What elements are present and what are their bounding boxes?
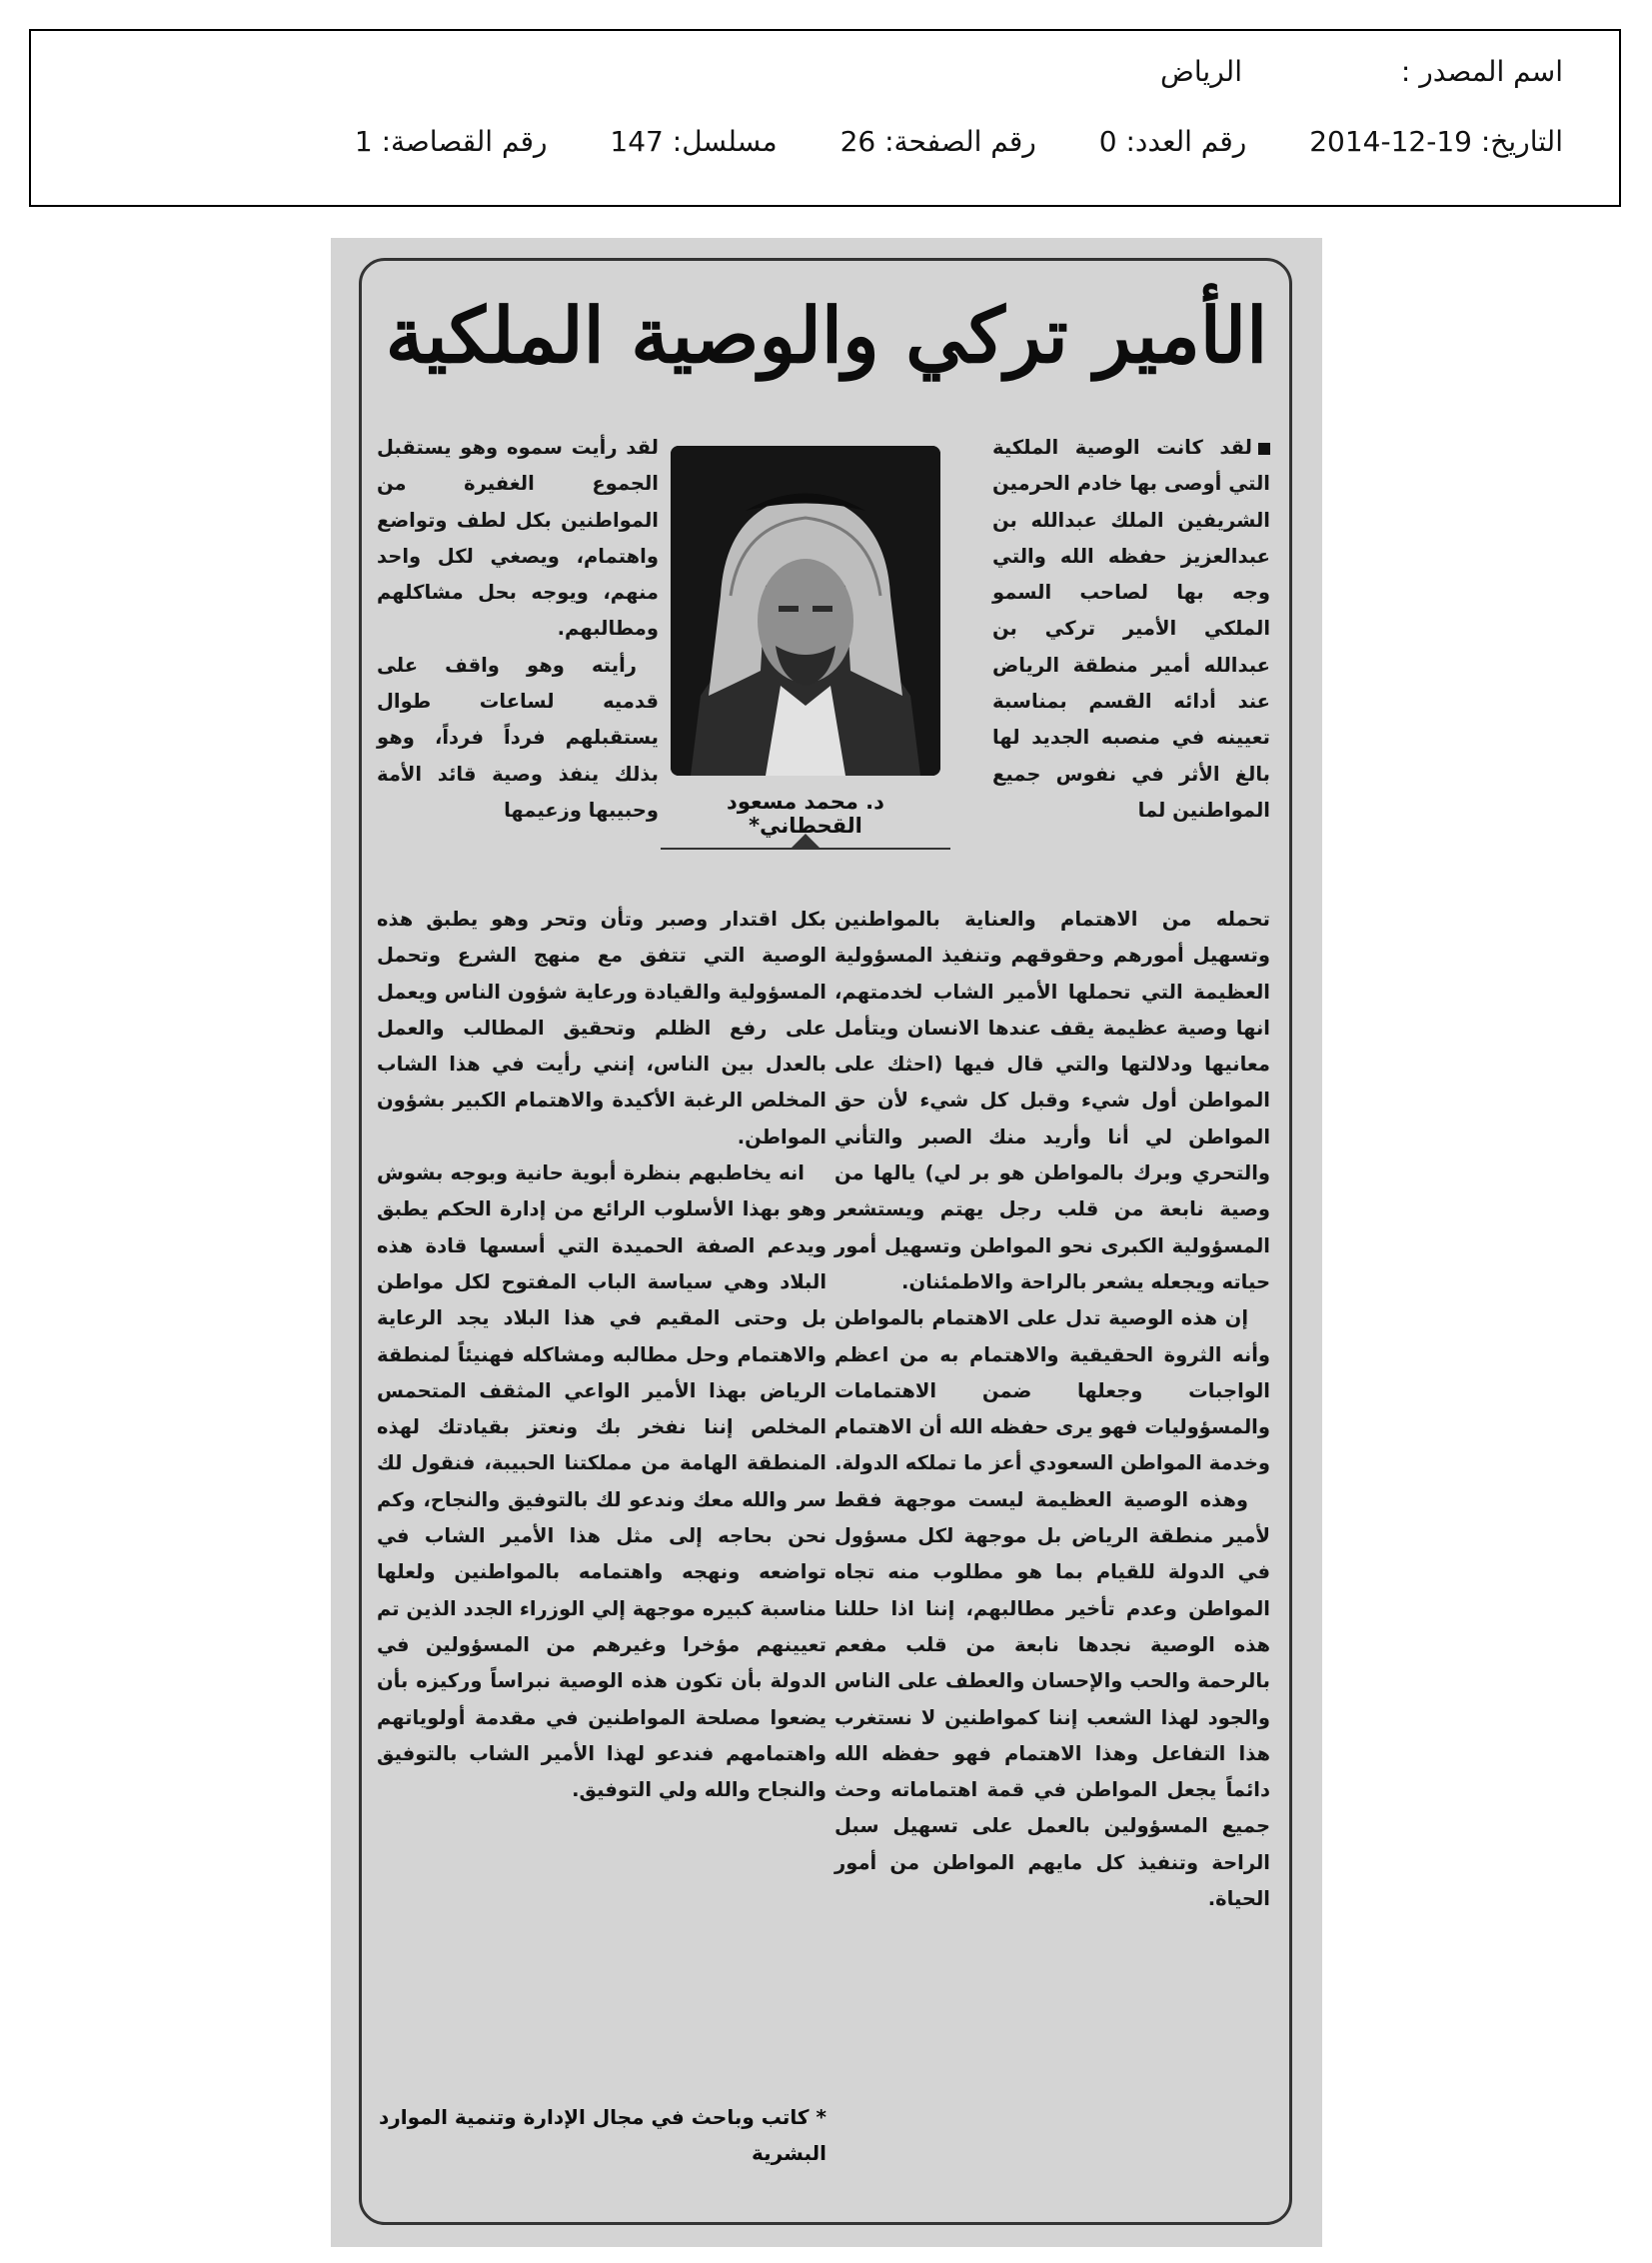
column-left-top <box>377 430 659 829</box>
bullet-square-icon <box>1258 443 1270 455</box>
page-value: 26 <box>839 125 876 158</box>
source-label: اسم المصدر : <box>1400 55 1563 88</box>
author-photo <box>671 446 940 776</box>
details-row <box>355 125 1563 158</box>
clip-label: رقم القصاصة: <box>381 125 548 158</box>
paragraph-care: تحمله من الاهتمام والعناية بالمواطنين وتسهيل أمورهم وحقوقهم وتنفيذ المسؤولية العظيمة التي تحملها الأمير الشاب لخدمتهم، انها وصية عظيمة يقف عندها الانسان ويتأمل معانيها ودلالتها والتي قال فيها (احثك على المواطن أول شيء وقبل كل شيء لأن حق المواطن لي أنا وأريد منك الصبر والتأني والتحري وبرك بالمواطن هو بر لي) يالها من وصية نابعة من قلب رجل يهتم ويستشعر المسؤولية الكبرى نحو المواطن وتسهيل أمور حياته ويجعله يشعر بالراحة والاطمئنان. <box>834 908 1270 1293</box>
page-label: رقم الصفحة: <box>884 125 1036 158</box>
paragraph-standing: رأيته وهو واقف على قدميه لساعات طوال يستقبلهم فرداً فرداً، وهو بذلك ينفذ وصية قائد الأمة وحبيبها وزعيمها <box>377 653 659 822</box>
newspaper-clipping <box>331 238 1322 2247</box>
issue-value: 0 <box>1098 125 1117 158</box>
paragraph-reception: لقد رأيت سموه وهو يستقبل الجموع الغفيرة من المواطنين بكل لطف وتواضع واهتمام، ويصغي لكل واحد منهم، ويوجه بحل مشاكلهم ومطالبهم. <box>377 436 659 641</box>
column-left-body <box>377 902 826 1808</box>
clip-metadata-box <box>29 29 1621 207</box>
author-byline: د. محمد مسعود القحطاني* <box>727 790 884 838</box>
article-headline: الأمير تركي والوصية الملكية <box>385 291 1268 380</box>
column-right-top <box>992 430 1270 829</box>
date-label: التاريخ: <box>1480 125 1563 158</box>
paragraph-justice: بكل اقتدار وصبر وتأن وتحر وهو يطبق هذه الوصية التي تتفق مع منهج الشرع وتحمل المسؤولية والقيادة ورعاية شؤون الناس ويعمل على رفع الظلم وتحقيق المطالب والعمل بالعدل بين الناس، إنني رأيت في هذا الشاب المخلص الرغبة الأكيدة والاهتمام الكبير بشؤون المواطن. <box>377 908 826 1148</box>
issue-label: رقم العدد: <box>1125 125 1247 158</box>
column-right-body <box>834 902 1270 1917</box>
serial-value: 147 <box>610 125 664 158</box>
paragraph-open-door: انه يخاطبهم بنظرة أبوية حانية وبوجه بشوش وهو بهذا الأسلوب الرائع من إدارة الحكم يطبق ويدعم الصفة الحميدة التي أسسها قادة هذه البلاد وهي سياسة الباب المفتوح لكل مواطن بل وحتى المقيم في هذا البلاد يجد الرعاية والاهتمام وحل مطالبه ومشاكله فهنيئاً لمنطقة الرياض بهذا الأمير الواعي المثقف المتحمس المخلص إننا نفخر بك ونعتز بقيادتك لهذه المنطقة الهامة من مملكتنا الحبيبة، فنقول لك سر والله معك وندعو لك بالتوفيق والنجاح، وكم نحن بحاجه إلى مثل هذا الأمير الشاب في تواضعه ونهجه واهتمامه بالمواطنين ولعلها مناسبة كبيره موجهة إلي الوزراء الجدد الذين تم تعيينهم مؤخرا وغيرهم من المسؤولين في الدولة بأن تكون هذه الوصية نبراساً وركيزه بأن يضعوا مصلحة المواطنين في مقدمة أولوياتهم واهتمامهم فندعو لهذا الأمير الشاب بالتوفيق والنجاح والله ولي التوفيق. <box>377 1161 826 1802</box>
source-value: الرياض <box>1160 55 1242 88</box>
paragraph-citizen-wealth: إن هذه الوصية تدل على الاهتمام بالمواطن وأنه الثروة الحقيقية والاهتمام به من اعظم الواجبات وجعلها ضمن الاهتمامات والمسؤوليات فهو يرى حفظه الله أن الاهتمام وخدمة المواطن السعودي أعز ما تملكه الدولة. <box>834 1306 1270 1475</box>
paragraph-intro: لقد كانت الوصية الملكية التي أوصى بها خادم الحرمين الشريفين الملك عبدالله بن عبدالعزيز حفظه الله والتي وجه بها لصاحب السمو الملكي الأمير تركي بن عبدالله أمير منطقة الرياض عند أدائه القسم بمناسبة تعيينه في منصبه الجديد لها بالغ الأثر في نفوس جميع المواطنين لما <box>992 436 1270 822</box>
clip-value: 1 <box>354 125 373 158</box>
serial-label: مسلسل: <box>672 125 778 158</box>
paragraph-officials: وهذه الوصية العظيمة ليست موجهة فقط لأمير منطقة الرياض بل موجهة لكل مسؤول في الدولة للقيام بما هو مطلوب منه تجاه المواطن وعدم تأخير مطالبهم، إننا اذا حللنا هذه الوصية نجدها نابعة من قلب مفعم بالرحمة والحب والإحسان والعطف على الناس والجود لهذا الشعب إننا كمواطنين لا نستغرب هذا التفاعل وهذا الاهتمام فهو حفظه الله دائماً يجعل المواطن في قمة اهتماماته وحث جميع المسؤولين بالعمل على تسهيل سبل الراحة وتنفيذ كل مايهم المواطن من أمور الحياة. <box>834 1487 1270 1911</box>
source-row <box>1160 55 1563 88</box>
author-footnote: * كاتب وباحث في مجال الإدارة وتنمية الموارد البشرية <box>379 2105 826 2165</box>
triangle-ornament-icon <box>790 834 822 850</box>
date-value: 2014-12-19 <box>1309 125 1472 158</box>
